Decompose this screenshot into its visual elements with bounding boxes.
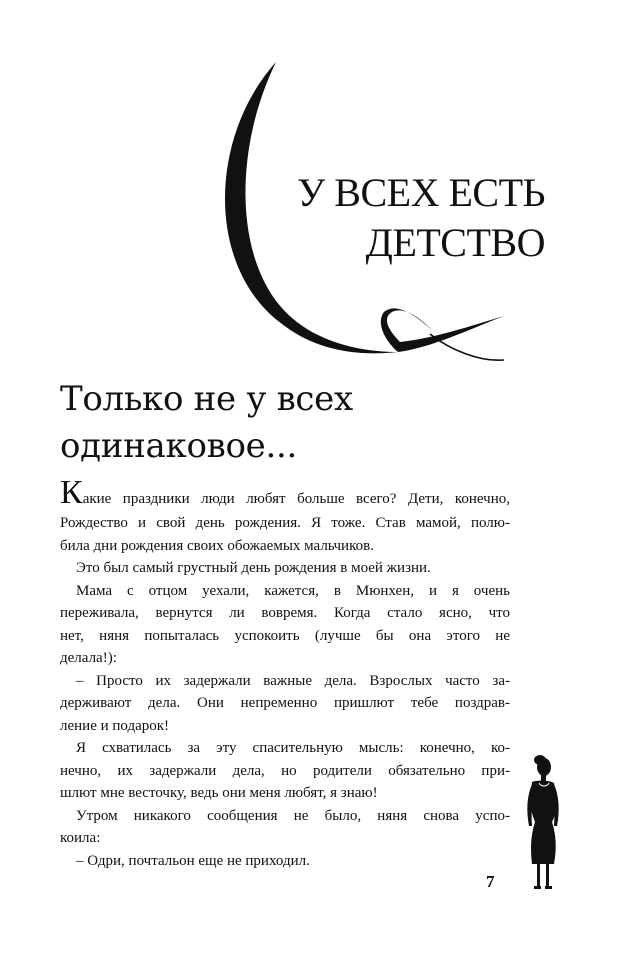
text-line: Мама с отцом уехали, кажется, в Мюнхен, и я очень — [76, 582, 510, 599]
body-text — [60, 474, 510, 872]
text-line: нечно, их задержали дела, но родители обязательно при- — [60, 762, 510, 779]
text-line: шлют мне весточку, ведь они меня любят, я знаю! — [60, 785, 378, 801]
page-number: 7 — [486, 872, 495, 891]
text-line: Утром никакого сообщения не было, няня снова успо- — [76, 807, 510, 824]
subtitle-line-1: Только не у всех — [60, 379, 353, 419]
text-line: коила: — [60, 830, 101, 846]
text-line: нет, няня попыталась успокоить (лучше бы она этого не — [60, 627, 510, 644]
subtitle-line-2: одинаковое... — [60, 426, 297, 466]
chapter-title-line-2: ДЕТСТВО — [365, 220, 545, 265]
text-line-content: акие праздники люди любят больше всего? Дети, конечно, — [82, 491, 510, 507]
text-line: Рождество и свой день рождения. Я тоже. Став мамой, полю- — [60, 515, 510, 531]
text-line: переживала, вернутся ли вовремя. Когда стало ясно, что — [60, 605, 510, 621]
chapter-title — [255, 168, 545, 268]
text-line: ление и подарок! — [60, 717, 170, 734]
text-line: Это был самый грустный день рождения в моей жизни. — [76, 560, 431, 576]
text-line: – Просто их задержали важные дела. Взрослых часто за- — [76, 672, 510, 689]
chapter-title-line-1: У ВСЕХ ЕСТЬ — [296, 170, 545, 215]
text-line: делала!): — [60, 650, 117, 666]
woman-silhouette-icon — [516, 752, 566, 892]
text-line: держивают дела. Они непременно пришлют тебе поздрав- — [60, 695, 510, 711]
drop-cap: К — [60, 474, 83, 511]
text-line: – Одри, почтальон еще не приходил. — [76, 852, 310, 869]
chapter-subtitle — [60, 376, 420, 470]
text-line: Я схватилась за эту спасительную мысль: конечно, ко- — [76, 740, 510, 756]
text-line: била дни рождения своих обожаемых мальчиков. — [60, 537, 374, 554]
text-line — [60, 474, 510, 512]
